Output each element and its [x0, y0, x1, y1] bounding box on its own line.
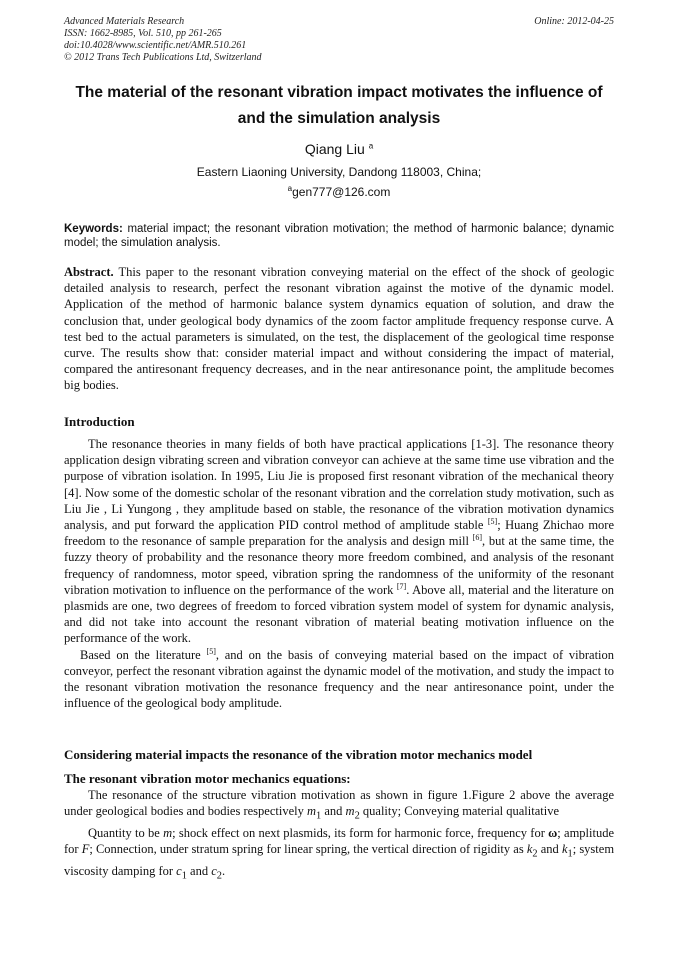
var-k2: k: [526, 842, 533, 857]
sub-k1: 1: [567, 848, 573, 860]
author-sup: a: [368, 141, 374, 151]
s2-p1-b: quality; Conveying material qualitative: [362, 804, 560, 819]
paper-title: The material of the resonant vibration impact motivates the influence of and the simulation analysis: [75, 84, 603, 127]
var-m: m: [163, 825, 173, 840]
intro-paragraph-1: [64, 436, 614, 647]
header-left: [64, 16, 614, 64]
s2-p1-and: and: [324, 804, 343, 819]
var-c1: c: [176, 863, 182, 878]
intro-p1-text-a: The resonance theories in many fields of both have practical applications [1-3]. The resonance theory application design vibrating screen and vibration conveyor can achieve at the same time use vibration and the purpose of vibration isolation. In 1995, Liu Jie is proposed first resonant vibration of the mechanical theory [4]. Now some of the domestic scholar of the resonant vibration and the correlation study motivation, such as Liu Jie , Li Yungong , they amplitude based on stable, the resonance of the vibration motivation dynamics analysis, and put forward the application PID control method of amplitude stable: [64, 437, 614, 533]
introduction-heading: Introduction: [64, 414, 135, 429]
s2-p2-g: and: [190, 863, 209, 878]
section2-subheading: The resonant vibration motor mechanics equations:: [64, 771, 351, 786]
doi-line: doi:10.4028/www.scientific.net/AMR.510.261: [64, 40, 247, 51]
s2-p2-a: Quantity to be: [88, 825, 160, 840]
sub-c1: 1: [181, 870, 187, 882]
online-date: Online: 2012-04-25: [534, 16, 614, 27]
s2-p2-h: .: [221, 863, 226, 878]
keywords: [64, 222, 614, 250]
var-c2: c: [211, 863, 217, 878]
ref-5: [5]: [487, 516, 498, 526]
sub-1: 1: [316, 810, 322, 822]
keywords-label: Keywords:: [64, 223, 123, 235]
var-k1: k: [561, 842, 568, 857]
var-omega: ω: [548, 825, 558, 840]
ref-6: [6]: [472, 533, 482, 543]
s2-p2-b: ; shock effect on next plasmids, its form for harmonic force, frequency for: [172, 825, 545, 840]
author-line: [0, 140, 678, 158]
intro-p1-text-b: ; Huang Zhichao more freedom to the resonance of sample preparation for the analysis and design mill: [64, 518, 615, 549]
s2-p2-d: ; Connection, under stratum spring for linear spring, the vertical direction of rigidity as: [89, 842, 524, 857]
s2-p1-a: The resonance of the structure vibration motivation as shown in figure 1.Figure 2 above the average under geological bodies and bodies respectively: [64, 788, 614, 819]
s2-p2-c: ; amplitude for: [64, 825, 615, 857]
var-m1: m: [306, 804, 317, 819]
intro-paragraph-2: [64, 647, 614, 712]
intro-p1-text-d: . Above all, material and the literature on plasmids are one, two degrees of freedom to forced vibration system model of system for dynamic analysis, and did not take into account the resonant vibration of material beating motivation influence on the performance of the work.: [64, 582, 614, 646]
section2-heading: Considering material impacts the resonance of the vibration motor mechanics model: [64, 747, 533, 762]
keywords-text: material impact; the resonant vibration motivation; the method of harmonic balance; dynamic model; the simulation analysis.: [64, 223, 614, 249]
section2-body: [64, 787, 614, 885]
section2-paragraph-2: [64, 825, 614, 885]
email-line: [0, 185, 678, 200]
var-F: F: [81, 842, 90, 857]
journal-name: Advanced Materials Research: [64, 16, 185, 27]
email-sup: a: [287, 184, 293, 193]
abstract: [64, 264, 614, 394]
issn-line: ISSN: 1662-8985, Vol. 510, pp 261-265: [64, 28, 222, 39]
section2-paragraph-1: [64, 787, 614, 825]
sub-2: 2: [354, 810, 360, 822]
affiliation: Eastern Liaoning University, Dandong 118003, China;: [196, 165, 482, 179]
intro-p2-text-b: , and on the basis of conveying material based on the impact of vibration conveyor, perfect the resonant vibration against the dynamic model of the motivation, and study the impact to the resonant vibration motivation the resonance frequency and the near antiresonance point, under the influence of the geological body amplitude.: [64, 647, 615, 711]
running-header: [64, 16, 614, 64]
email-address: gen777@126.com: [292, 185, 391, 199]
sub-c2: 2: [216, 870, 222, 882]
abstract-label: Abstract.: [64, 265, 114, 279]
s2-p2-f: ; system viscosity damping for: [64, 842, 615, 878]
sub-k2: 2: [532, 848, 538, 860]
s2-p2-e: and: [540, 842, 559, 857]
introduction-body: [64, 436, 614, 711]
intro-p2-text-a: Based on the literature: [80, 647, 201, 662]
var-m2: m: [345, 804, 355, 819]
author-name: Qiang Liu: [304, 141, 365, 157]
intro-p1-text-c: , but at the same time, the fuzzy theory of probability and the resonance theory more freedom combined, and analysis of the resonant frequency of randomness, motor speed, vibration spring the randomness of the uniformity of the resonant vibration motivation to influence on the performance of the work: [64, 534, 615, 597]
copyright-line: © 2012 Trans Tech Publications Ltd, Switzerland: [64, 52, 262, 63]
ref-7: [7]: [396, 581, 407, 591]
abstract-text: This paper to the resonant vibration conveying material on the effect of the shock of geologic detailed analysis to research, perfect the resonant vibration against the motive of the dynamic model. Application of the method of harmonic balance system dynamics equation of solution, and draw the conclusion that, under geological body dynamics of the zoom factor amplitude frequency response curve. A test bed to the actual parameters is simulated, on the test, the displacement of the geological time response curve. The results show that: consider material impact and without considering the impact of material, compared the antiresonant frequency decreases, and in the near antiresonance point, the amplitude becomes big bodies.: [64, 265, 614, 393]
ref-5b: [5]: [206, 646, 216, 656]
